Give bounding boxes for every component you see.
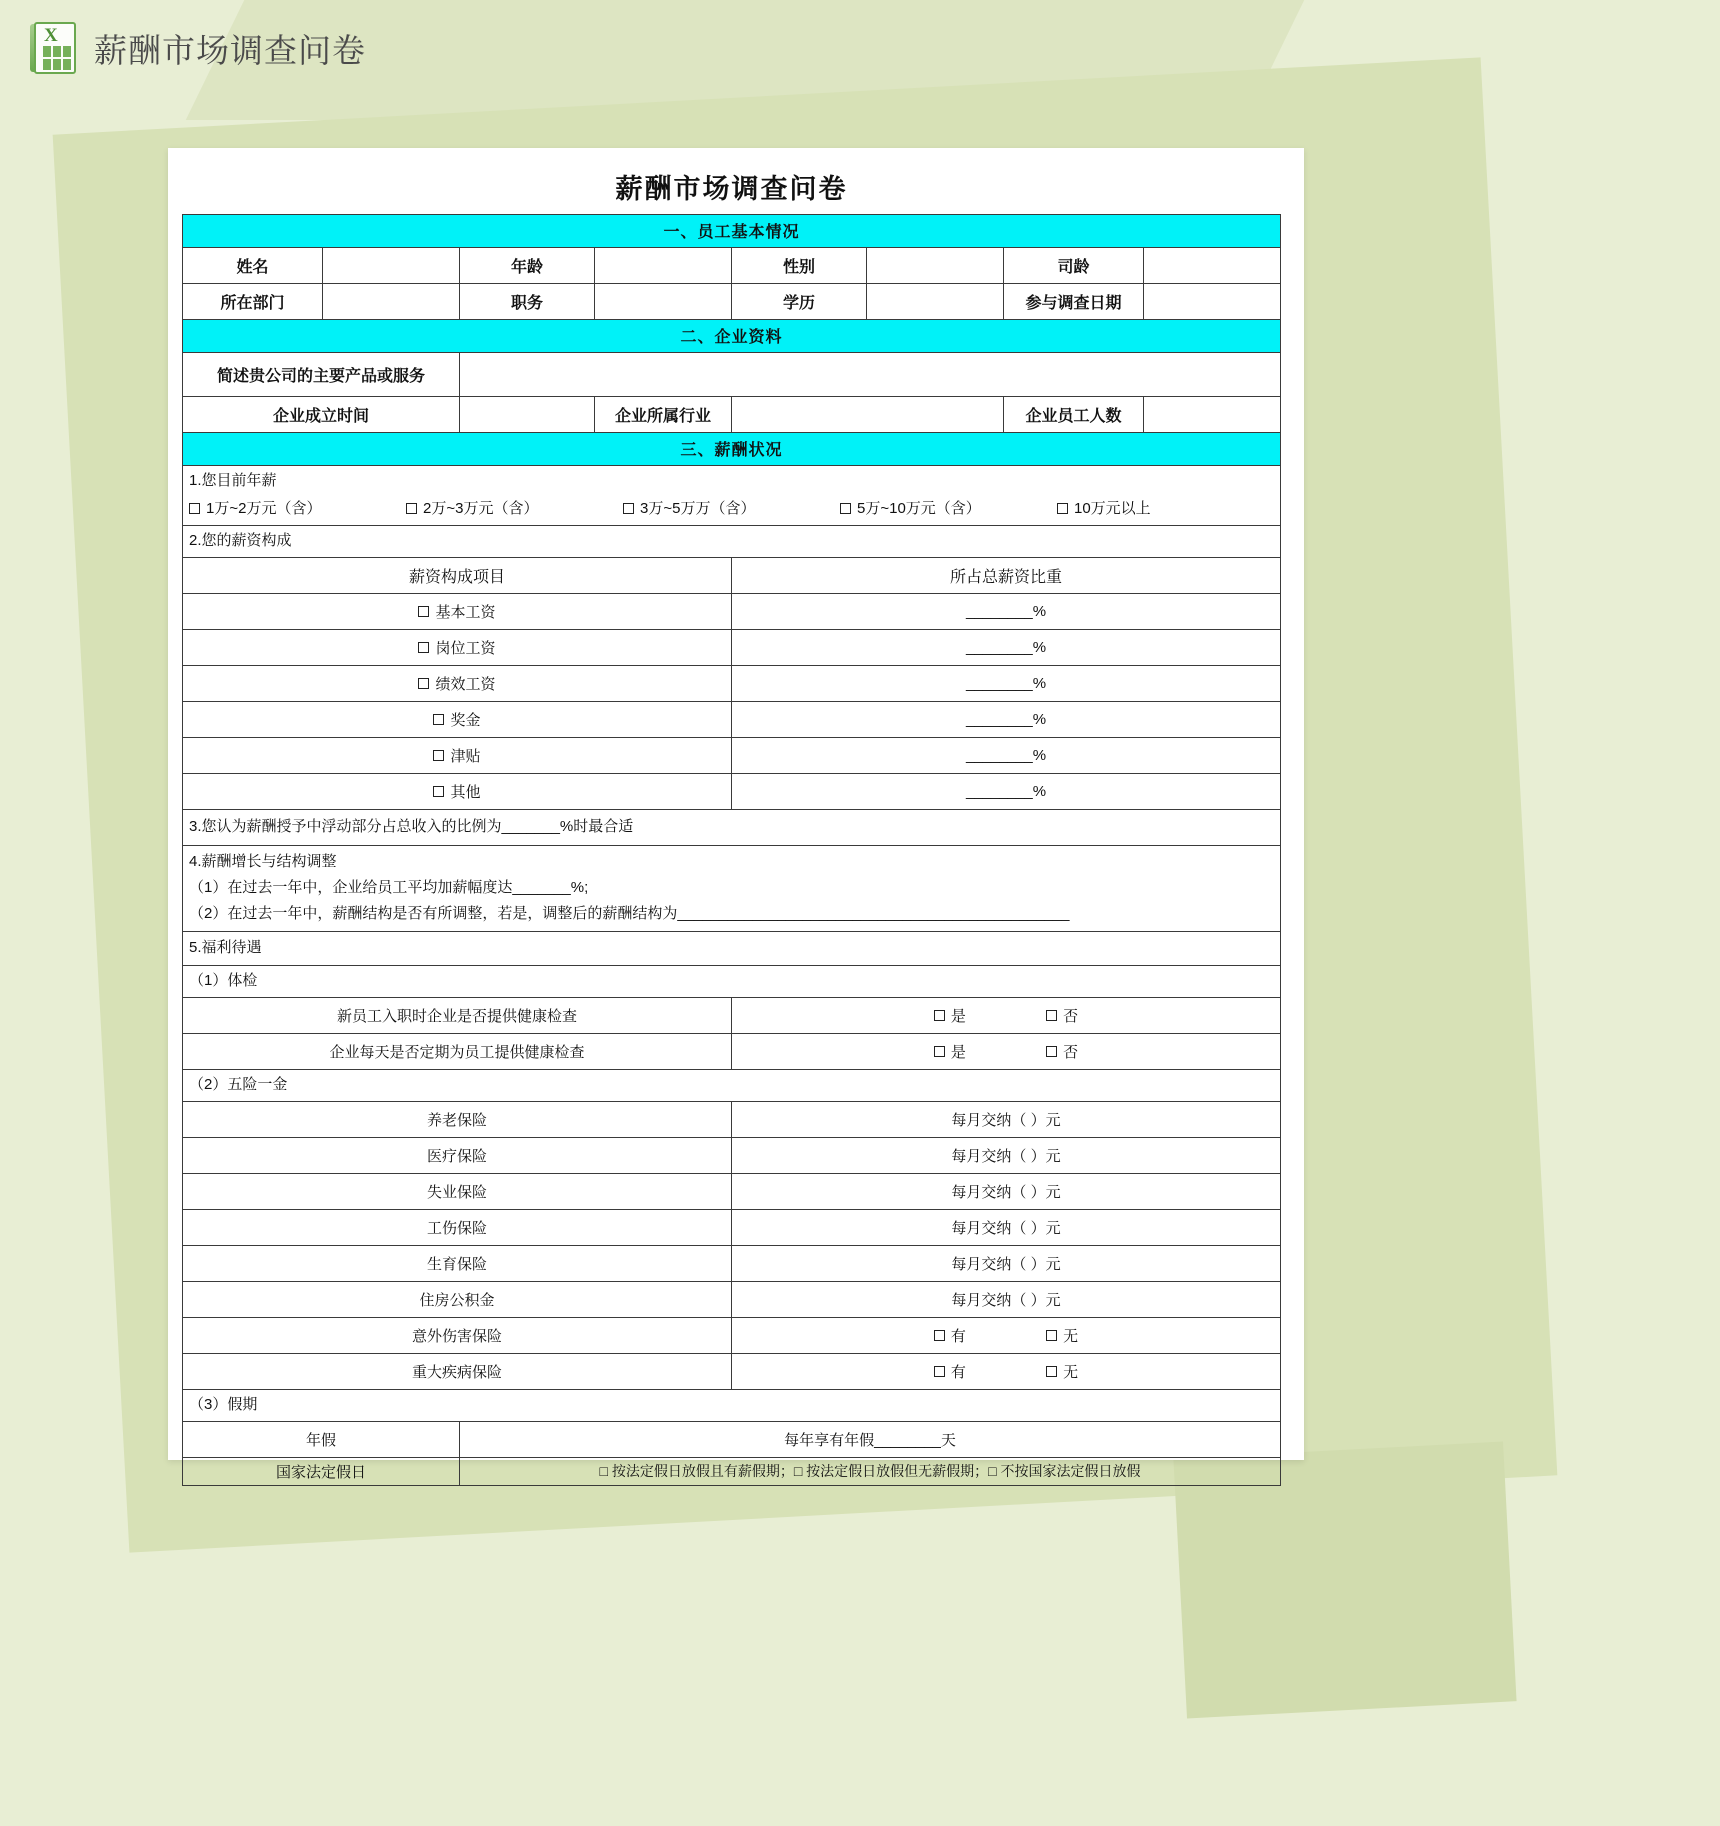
q1-option-1-label: 1万~2万元（含） — [206, 500, 322, 517]
checkbox-icon[interactable] — [1046, 1046, 1057, 1057]
section-1-label: 一、员工基本情况 — [183, 214, 1281, 247]
table-row — [183, 1173, 1281, 1209]
field-label-gender: 性别 — [732, 247, 867, 283]
question-5-title: 5.福利待遇 — [183, 931, 1281, 965]
question-3-row — [183, 809, 1281, 845]
q1-option-2-label: 2万~3万元（含） — [423, 500, 539, 517]
field-input-name[interactable] — [323, 247, 460, 283]
holiday-item-2: 国家法定假日 — [183, 1457, 460, 1485]
insurance-answer-1[interactable]: 每月交纳（ ）元 — [732, 1101, 1281, 1137]
q5-sub2-row — [183, 1069, 1281, 1101]
app-title: 薪酬市场调查问卷 — [94, 31, 366, 69]
q2-item-3[interactable] — [183, 665, 732, 701]
q2-item-5-label: 津贴 — [450, 747, 481, 765]
section-3-label: 三、薪酬状况 — [183, 432, 1281, 465]
field-label-products: 简述贵公司的主要产品或服务 — [183, 352, 460, 396]
checkbox-icon[interactable] — [1046, 1010, 1057, 1021]
insurance-7-no-label: 无 — [1063, 1327, 1079, 1345]
health-2-yes[interactable] — [934, 1041, 966, 1062]
q1-option-1[interactable] — [189, 496, 406, 522]
health-1-yes[interactable] — [934, 1005, 966, 1026]
q1-option-4[interactable] — [840, 496, 1057, 522]
q1-option-5[interactable] — [1057, 496, 1274, 522]
q1-option-3-label: 3万~5万万（含） — [640, 500, 756, 517]
insurance-answer-4[interactable]: 每月交纳（ ）元 — [732, 1209, 1281, 1245]
company-products-row — [183, 352, 1281, 396]
health-2-yes-label: 是 — [950, 1043, 966, 1061]
health-answer-1 — [732, 997, 1281, 1033]
insurance-item-4: 工伤保险 — [183, 1209, 732, 1245]
table-row — [183, 1101, 1281, 1137]
question-4 — [183, 845, 1281, 931]
field-input-survey-date[interactable] — [1144, 283, 1281, 319]
q2-item-5[interactable] — [183, 737, 732, 773]
insurance-item-2: 医疗保险 — [183, 1137, 732, 1173]
question-1 — [183, 465, 1281, 525]
checkbox-icon[interactable] — [1057, 503, 1068, 514]
section-header-1 — [183, 214, 1281, 247]
q2-item-4[interactable] — [183, 701, 732, 737]
q2-header-row — [183, 557, 1281, 593]
excel-file-icon: X — [30, 22, 76, 74]
checkbox-icon[interactable] — [406, 503, 417, 514]
questionnaire-table — [182, 160, 1281, 1486]
table-row — [183, 701, 1281, 737]
q2-item-2[interactable] — [183, 629, 732, 665]
table-row — [183, 593, 1281, 629]
table-row — [183, 629, 1281, 665]
insurance-8-yes-label: 有 — [950, 1363, 966, 1381]
question-1-title: 1.您目前年薪 — [189, 472, 277, 489]
table-row — [183, 773, 1281, 809]
insurance-8-no-label: 无 — [1063, 1363, 1079, 1381]
question-4-title: 4.薪酬增长与结构调整 — [189, 853, 337, 870]
table-row — [183, 997, 1281, 1033]
checkbox-icon[interactable] — [840, 503, 851, 514]
q2-item-1[interactable] — [183, 593, 732, 629]
field-input-gender[interactable] — [867, 247, 1004, 283]
insurance-answer-6[interactable]: 每月交纳（ ）元 — [732, 1281, 1281, 1317]
health-1-no-label: 否 — [1063, 1007, 1079, 1025]
field-label-survey-date: 参与调查日期 — [1004, 283, 1144, 319]
field-label-industry: 企业所属行业 — [595, 396, 732, 432]
checkbox-icon[interactable] — [934, 1046, 945, 1057]
q2-weight-1[interactable]: ________% — [732, 593, 1281, 629]
field-label-founded: 企业成立时间 — [183, 396, 460, 432]
table-row — [183, 737, 1281, 773]
holiday-item-1: 年假 — [183, 1421, 460, 1457]
holiday-answer-1[interactable]: 每年享有年假________天 — [460, 1421, 1281, 1457]
field-input-industry[interactable] — [732, 396, 1004, 432]
field-label-headcount: 企业员工人数 — [1004, 396, 1144, 432]
table-row — [183, 1457, 1281, 1485]
field-label-name: 姓名 — [183, 247, 323, 283]
field-input-position[interactable] — [595, 283, 732, 319]
table-row — [183, 1421, 1281, 1457]
insurance-answer-8 — [732, 1353, 1281, 1389]
question-5-row — [183, 931, 1281, 965]
q1-option-4-label: 5万~10万元（含） — [857, 500, 981, 517]
checkbox-icon[interactable] — [934, 1366, 945, 1377]
health-answer-2 — [732, 1033, 1281, 1069]
section-header-3 — [183, 432, 1281, 465]
field-input-headcount[interactable] — [1144, 396, 1281, 432]
insurance-item-3: 失业保险 — [183, 1173, 732, 1209]
q5-sub1-row — [183, 965, 1281, 997]
app-header — [0, 0, 1720, 96]
health-2-no-label: 否 — [1063, 1043, 1079, 1061]
field-label-education: 学历 — [732, 283, 867, 319]
checkbox-icon[interactable] — [934, 1010, 945, 1021]
checkbox-icon[interactable] — [1046, 1330, 1057, 1341]
health-1-no[interactable] — [1046, 1005, 1078, 1026]
insurance-8-yes[interactable] — [934, 1361, 966, 1382]
table-row — [183, 1317, 1281, 1353]
q2-col-header-item: 薪资构成项目 — [183, 557, 732, 593]
q2-weight-6[interactable]: ________% — [732, 773, 1281, 809]
question-2-row — [183, 525, 1281, 557]
checkbox-icon[interactable] — [934, 1330, 945, 1341]
insurance-7-yes[interactable] — [934, 1325, 966, 1346]
insurance-item-7: 意外伤害保险 — [183, 1317, 732, 1353]
q2-weight-5[interactable]: ________% — [732, 737, 1281, 773]
health-1-yes-label: 是 — [950, 1007, 966, 1025]
q1-option-3[interactable] — [623, 496, 840, 522]
question-2-title: 2.您的薪资构成 — [183, 525, 1281, 557]
health-2-no[interactable] — [1046, 1041, 1078, 1062]
field-label-tenure: 司龄 — [1004, 247, 1144, 283]
field-label-position: 职务 — [460, 283, 595, 319]
table-row — [183, 1137, 1281, 1173]
page-title: 薪酬市场调查问卷 — [615, 174, 848, 205]
question-4-line-2[interactable]: （2）在过去一年中，薪酬结构是否有所调整，若是，调整后的薪酬结构为_______________________________________________ — [189, 905, 1070, 922]
q2-col-header-weight: 所占总薪资比重 — [732, 557, 1281, 593]
insurance-item-5: 生育保险 — [183, 1245, 732, 1281]
checkbox-icon[interactable] — [189, 503, 200, 514]
checkbox-icon[interactable] — [418, 606, 429, 617]
question-4-row — [183, 845, 1281, 931]
q2-weight-4[interactable]: ________% — [732, 701, 1281, 737]
q5-sub1-title: （1）体检 — [183, 965, 1281, 997]
holiday-answer-2[interactable]: □ 按法定假日放假且有薪假期；□ 按法定假日放假但无薪假期；□ 不按国家法定假日放假 — [460, 1457, 1281, 1485]
insurance-8-no[interactable] — [1046, 1361, 1078, 1382]
field-input-age[interactable] — [595, 247, 732, 283]
health-question-2: 企业每天是否定期为员工提供健康检查 — [183, 1033, 732, 1069]
q1-option-2[interactable] — [406, 496, 623, 522]
q5-sub3-row — [183, 1389, 1281, 1421]
section-header-2 — [183, 319, 1281, 352]
question-1-options — [189, 496, 1274, 522]
table-row — [183, 1209, 1281, 1245]
employee-row-1 — [183, 247, 1281, 283]
q1-option-5-label: 10万元以上 — [1074, 500, 1151, 517]
checkbox-icon[interactable] — [433, 786, 444, 797]
insurance-item-1: 养老保险 — [183, 1101, 732, 1137]
insurance-answer-7 — [732, 1317, 1281, 1353]
q2-item-4-label: 奖金 — [450, 711, 481, 729]
field-label-department: 所在部门 — [183, 283, 323, 319]
q2-item-6[interactable] — [183, 773, 732, 809]
insurance-item-8: 重大疾病保险 — [183, 1353, 732, 1389]
q2-item-2-label: 岗位工资 — [435, 639, 496, 657]
question-4-line-1[interactable]: （1）在过去一年中，企业给员工平均加薪幅度达_______%; — [189, 879, 589, 896]
insurance-answer-5[interactable]: 每月交纳（ ）元 — [732, 1245, 1281, 1281]
field-input-department[interactable] — [323, 283, 460, 319]
company-info-row — [183, 396, 1281, 432]
table-row — [183, 665, 1281, 701]
field-input-tenure[interactable] — [1144, 247, 1281, 283]
checkbox-icon[interactable] — [623, 503, 634, 514]
table-row — [183, 1245, 1281, 1281]
q2-weight-2[interactable]: ________% — [732, 629, 1281, 665]
section-2-label: 二、企业资料 — [183, 319, 1281, 352]
field-input-founded[interactable] — [460, 396, 595, 432]
checkbox-icon[interactable] — [1046, 1366, 1057, 1377]
field-input-education[interactable] — [867, 283, 1004, 319]
q5-sub2-title: （2）五险一金 — [183, 1069, 1281, 1101]
health-question-1: 新员工入职时企业是否提供健康检查 — [183, 997, 732, 1033]
q2-item-1-label: 基本工资 — [435, 603, 496, 621]
insurance-7-no[interactable] — [1046, 1325, 1078, 1346]
table-row — [183, 1033, 1281, 1069]
insurance-answer-2[interactable]: 每月交纳（ ）元 — [732, 1137, 1281, 1173]
insurance-item-6: 住房公积金 — [183, 1281, 732, 1317]
q5-sub3-title: （3）假期 — [183, 1389, 1281, 1421]
document-paper — [168, 148, 1304, 1481]
field-input-products[interactable] — [460, 352, 1281, 396]
insurance-7-yes-label: 有 — [950, 1327, 966, 1345]
table-row — [183, 1353, 1281, 1389]
checkbox-icon[interactable] — [418, 642, 429, 653]
q2-weight-3[interactable]: ________% — [732, 665, 1281, 701]
q2-item-6-label: 其他 — [450, 783, 481, 801]
checkbox-icon[interactable] — [418, 678, 429, 689]
employee-row-2 — [183, 283, 1281, 319]
table-row — [183, 1281, 1281, 1317]
checkbox-icon[interactable] — [433, 714, 444, 725]
question-3-text[interactable]: 3.您认为薪酬授予中浮动部分占总收入的比例为_______%时最合适 — [183, 809, 1281, 845]
checkbox-icon[interactable] — [433, 750, 444, 761]
field-label-age: 年龄 — [460, 247, 595, 283]
question-1-row — [183, 465, 1281, 525]
insurance-answer-3[interactable]: 每月交纳（ ）元 — [732, 1173, 1281, 1209]
document-title-row — [183, 160, 1281, 214]
q2-item-3-label: 绩效工资 — [435, 675, 496, 693]
